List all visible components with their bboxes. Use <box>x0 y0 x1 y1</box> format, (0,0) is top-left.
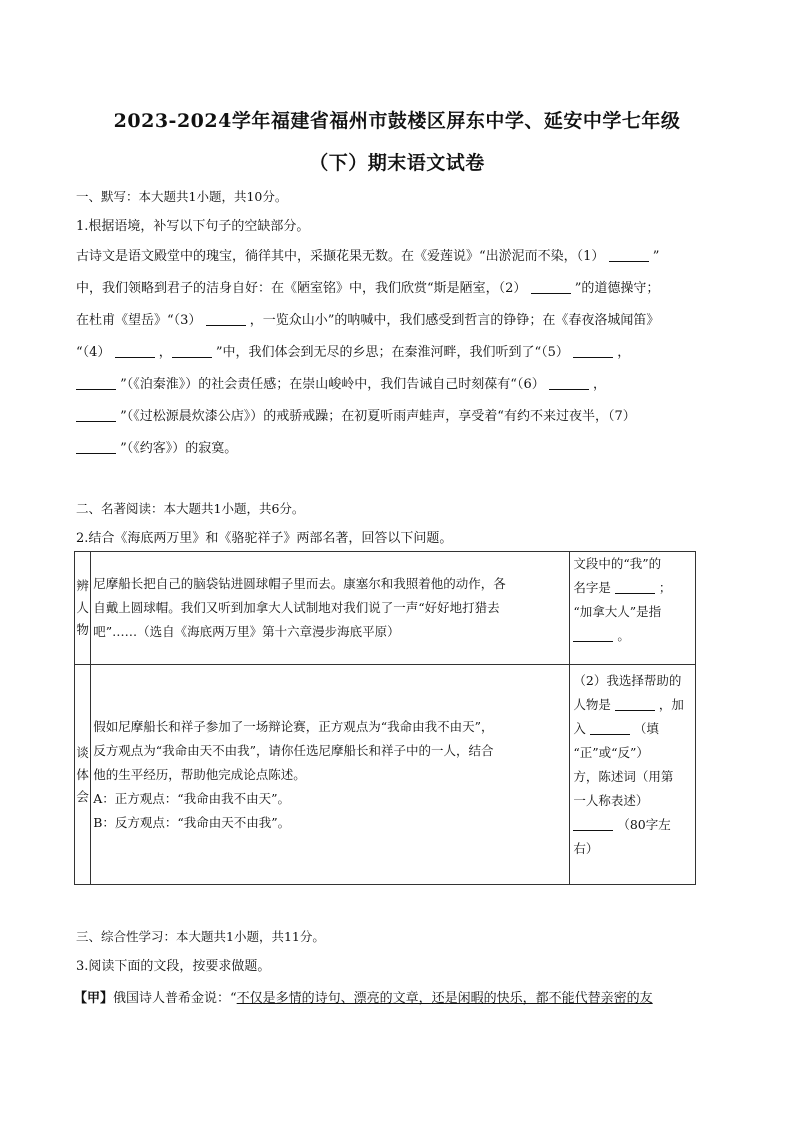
answer-blank[interactable] <box>573 818 613 831</box>
row-answer-identify: 文段中的“我”的 名字是 ； “加拿大人”是指 。 <box>570 552 696 665</box>
answer-blank[interactable] <box>531 281 571 294</box>
exam-title-line2: （下）期末语文试卷 <box>309 152 485 174</box>
answer-blank[interactable] <box>590 722 630 735</box>
answer-blank[interactable] <box>76 441 116 454</box>
poem-line-2: 中，我们领略到君子的洁身自好：在《陋室铭》中，我们欣赏“斯是陋室，（2） ”的道德操守； <box>76 281 660 296</box>
row-header-reflect: 谈体会 <box>75 665 91 885</box>
passage-jia: 【甲】俄国诗人普希金说：“不仅是多情的诗句、漂亮的文章，还是闲暇的快乐，都不能代替亲密的友 <box>74 991 653 1006</box>
answer-blank[interactable] <box>609 249 649 262</box>
section1-heading: 一、默写：本大题共1小题，共10分。 <box>76 189 288 204</box>
section2-heading: 二、名著阅读：本大题共1小题，共6分。 <box>76 501 305 516</box>
poem-line-7: ”（《约客》）的寂寞。 <box>76 440 716 458</box>
answer-blank[interactable] <box>76 409 116 422</box>
section2-question: 2.结合《海底两万里》和《骆驼祥子》两部名著，回答以下问题。 <box>76 531 453 546</box>
answer-blank[interactable] <box>573 345 613 358</box>
answer-blank[interactable] <box>206 313 246 326</box>
poem-line-3: 在杜甫《望岳》“（3） ，一览众山小”的呐喊中，我们感受到哲言的铮铮；在《春夜洛城闻笛》 <box>76 313 660 328</box>
row-header-identify: 辨人物 <box>75 552 91 665</box>
answer-blank[interactable] <box>76 377 116 390</box>
poem-line-6: ”（《过松源晨炊漆公店》）的戒骄戒躁；在初夏听雨声蛙声，享受着“有约不来过夜半，（7） <box>76 408 716 426</box>
table-row <box>75 552 696 665</box>
row-body-identify: 尼摩船长把自己的脑袋钻进圆球帽子里而去。康塞尔和我照着他的动作，各 自戴上圆球帽。我们又听到加拿大人试制地对我们说了一声“好好地打猎去 吧”……（选自《海底两万里》第十六章漫步海底平原） <box>91 552 570 665</box>
section3-heading: 三、综合性学习：本大题共1小题，共11分。 <box>76 929 325 944</box>
row-body-reflect: 假如尼摩船长和祥子参加了一场辩论赛，正方观点为“我命由我不由天”， 反方观点为“我命由天不由我”，请你任选尼摩船长和祥子中的一人，结合 他的生平经历，帮助他完成论点陈述。 A：正方观点：“我命由我不由天”。 B：反方观点：“我命由天不由我”。 <box>91 665 570 885</box>
answer-blank[interactable] <box>549 377 589 390</box>
poem-line-5: ”（《泊秦淮》）的社会责任感；在崇山峻岭中，我们告诫自己时刻葆有“（6） ， <box>76 376 716 394</box>
poem-line-1: 古诗文是语文殿堂中的瑰宝，徜徉其中，采撷花果无数。在《爱莲说》“出淤泥而不染，（1） ” <box>76 249 660 264</box>
section3-question: 3.阅读下面的文段，按要求做题。 <box>76 959 271 974</box>
novel-question-table <box>74 551 696 885</box>
answer-blank[interactable] <box>615 581 655 594</box>
answer-blank[interactable] <box>172 345 212 358</box>
answer-blank[interactable] <box>615 698 655 711</box>
row-answer-reflect: （2）我选择帮助的 人物是 ，加 入 （填 “正”或“反”） 方，陈述词（用第 一人称表述） （80字左 右） <box>570 665 696 885</box>
section1-question: 1.根据语境，补写以下句子的空缺部分。 <box>76 219 310 234</box>
answer-blank[interactable] <box>115 345 155 358</box>
poem-line-4: “（4） ， ”中，我们体会到无尽的乡思；在秦淮河畔，我们听到了“（5） ， <box>76 345 631 360</box>
exam-title-line1: 2023-2024学年福建省福州市鼓楼区屏东中学、延安中学七年级 <box>113 110 681 132</box>
table-row <box>75 665 696 885</box>
answer-blank[interactable] <box>573 629 613 642</box>
underlined-quote: 不仅是多情的诗句、漂亮的文章，还是闲暇的快乐，都不能代替亲密的友 <box>236 991 653 1006</box>
passage-label: 【甲】 <box>74 991 114 1006</box>
